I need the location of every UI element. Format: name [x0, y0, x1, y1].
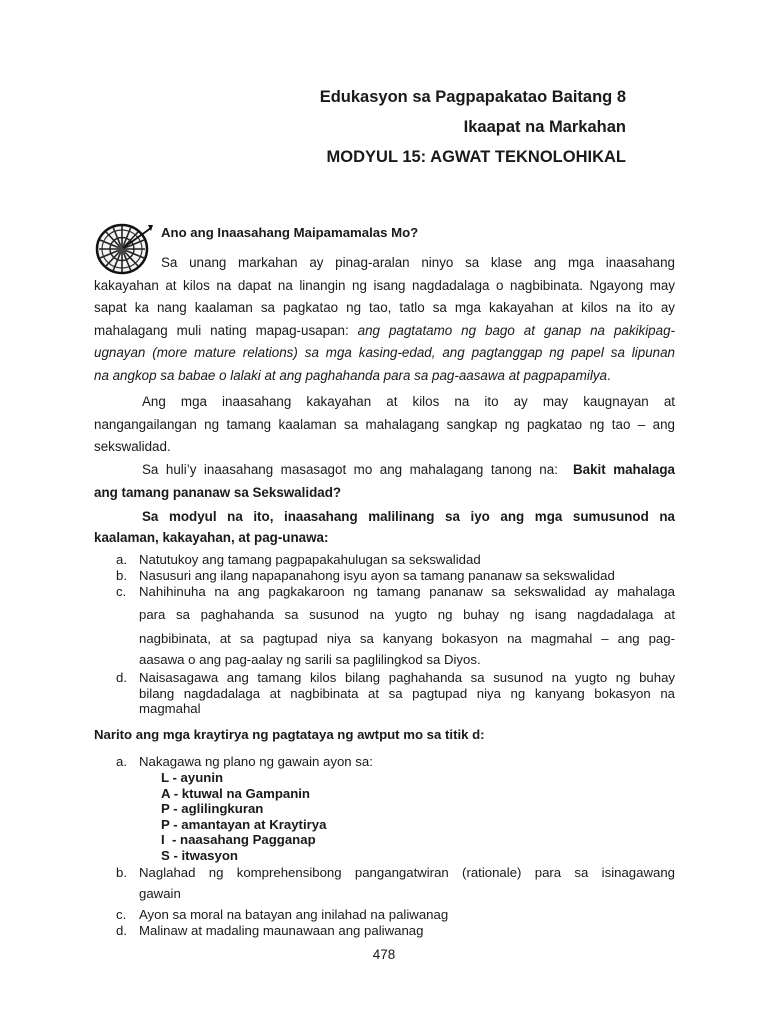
intro-line-6-end: .: [606, 367, 611, 383]
question-line-1: [94, 459, 675, 482]
criteria-text: Naglahad ng komprehensibong pangangatwiran (rationale) para sa isinagawang: [139, 865, 675, 880]
intro-line-4-italic: ang pagtatamo ng bago at ganap na pakikipag-: [357, 322, 675, 338]
objective-text: Nahihinuha na ang pagkakaroon ng tamang pananaw sa sekswalidad ay mahalaga: [139, 584, 675, 599]
intro-line-5-italic: ugnayan (more mature relations) sa mga kasing-edad, ang pagtanggap ng papel sa lipunan: [94, 345, 675, 361]
criteria-marker: d.: [116, 923, 127, 938]
subject-title: Edukasyon sa Pagpapakatao Baitang 8: [319, 88, 626, 106]
criteria-text: Ayon sa moral na batayan ang inilahad na paliwanag: [139, 907, 449, 922]
relation-line-1: Ang mga inaasahang kakayahan at kilos na ito ay may kaugnayan at: [142, 394, 675, 409]
objective-text: Naisasagawa ang tamang kilos bilang paghahanda sa susunod na yugto ng buhay: [139, 670, 675, 685]
acronym-line: S - itwasyon: [161, 847, 238, 863]
acronym-line: P - aglilingkuran: [161, 801, 264, 816]
intro-line-5: [94, 342, 675, 365]
question-paragraph: [94, 459, 675, 504]
objective-text: magmahal: [139, 701, 201, 716]
intro-line-6-italic: na angkop sa babae o lalaki at ang paghahanda para sa pag-aasawa at pagpapamilya: [94, 367, 607, 383]
objective-item-b: [94, 568, 675, 584]
objectives-list: [94, 552, 675, 717]
criteria-item-c: [94, 907, 675, 923]
objectives-intro: [94, 506, 675, 547]
intro-line-3: sapat ka nang kaalaman sa pagkatao ng tao, tatlo sa mga kakayahan at kilos na ito ay: [94, 300, 675, 316]
acronym-line: L - ayunin: [161, 770, 224, 785]
objective-text: nagbibinata, at sa pagtupad niya sa kanyang bokasyon na magmahal – ang pag-: [139, 630, 675, 646]
objective-marker: a.: [116, 552, 127, 567]
criteria-list: [94, 754, 675, 939]
criteria-item-b: [94, 865, 675, 907]
module-title: MODYUL 15: AGWAT TEKNOLOHIKAL: [326, 148, 626, 166]
objective-text: para sa paghahanda sa susunod na yugto ng buhay ng isang nagdadalaga at: [139, 607, 675, 622]
objective-text: aasawa o ang pag-aalay ng sarili sa paglilingkod sa Diyos.: [139, 652, 481, 667]
page-number: 478: [372, 947, 396, 962]
objective-item-c: [94, 584, 675, 670]
objective-item-d: [94, 670, 675, 717]
objective-text: bilang nagdadalaga at nagbibinata at sa pagtupad niya ng kanyang bokasyon na: [139, 685, 675, 701]
criteria-heading: Narito ang mga kraytirya ng pagtataya ng awtput mo sa titik d:: [94, 727, 485, 742]
relation-line-2: nangangailangan ng tamang kaalaman sa mahalagang sangkap ng pagkatao ng tao – ang: [94, 416, 675, 432]
quarter-title: Ikaapat na Markahan: [463, 118, 626, 136]
criteria-marker: c.: [116, 907, 127, 922]
objective-item-a: [94, 552, 675, 568]
question-lead: Sa huli’y inaasahang masasagot mo ang mahalagang tanong na:: [142, 462, 558, 477]
acronym-line: P - amantayan at Kraytirya: [161, 816, 327, 832]
acronym-line: A - ktuwal na Gampanin: [161, 785, 310, 801]
relation-line-3: sekswalidad.: [94, 439, 171, 455]
criteria-marker: b.: [116, 865, 127, 880]
objectives-intro-line-1: Sa modyul na ito, inaasahang malilinang sa iyo ang mga sumusunod na: [142, 509, 675, 524]
section-title: Ano ang Inaasahang Maipamamalas Mo?: [161, 225, 419, 240]
criteria-text: Nakagawa ng plano ng gawain ayon sa:: [139, 754, 373, 769]
intro-line-4-plain: mahalagang muli nating mapag-usapan:: [94, 322, 349, 338]
criteria-text: gawain: [139, 886, 181, 901]
acronym-list: [94, 770, 675, 863]
objectives-intro-line-2: kaalaman, kakayahan, at pag-unawa:: [94, 529, 329, 545]
criteria-text: Malinaw at madaling maunawaan ang paliwanag: [139, 923, 424, 938]
criteria-item-a: [94, 754, 675, 770]
objective-text: Natutukoy ang tamang pagpapakahulugan sa sekswalidad: [139, 552, 481, 567]
relation-paragraph: [94, 391, 675, 459]
intro-paragraph: [94, 252, 675, 388]
essential-question-part1: Bakit mahalaga: [572, 462, 675, 477]
criteria-marker: a.: [116, 754, 127, 769]
criteria-item-d: [94, 923, 675, 939]
objective-marker: d.: [116, 670, 127, 685]
acronym-line: I - naasahang Pagganap: [161, 832, 316, 847]
objective-text: Nasusuri ang ilang napapanahong isyu ayon sa tamang pananaw sa sekswalidad: [139, 568, 615, 583]
essential-question-part2: ang tamang pananaw sa Sekswalidad?: [94, 484, 342, 500]
intro-line-4: [94, 320, 675, 343]
intro-line-2: kakayahan at kilos na dapat na linangin ng isang nagdadalaga o nagbibinata. Ngayong may: [94, 277, 675, 293]
intro-line-1: Sa unang markahan ay pinag-aralan ninyo sa klase ang mga inaasahang: [161, 255, 675, 270]
intro-line-6: [94, 365, 675, 388]
objective-marker: c.: [116, 584, 127, 599]
objective-marker: b.: [116, 568, 127, 583]
